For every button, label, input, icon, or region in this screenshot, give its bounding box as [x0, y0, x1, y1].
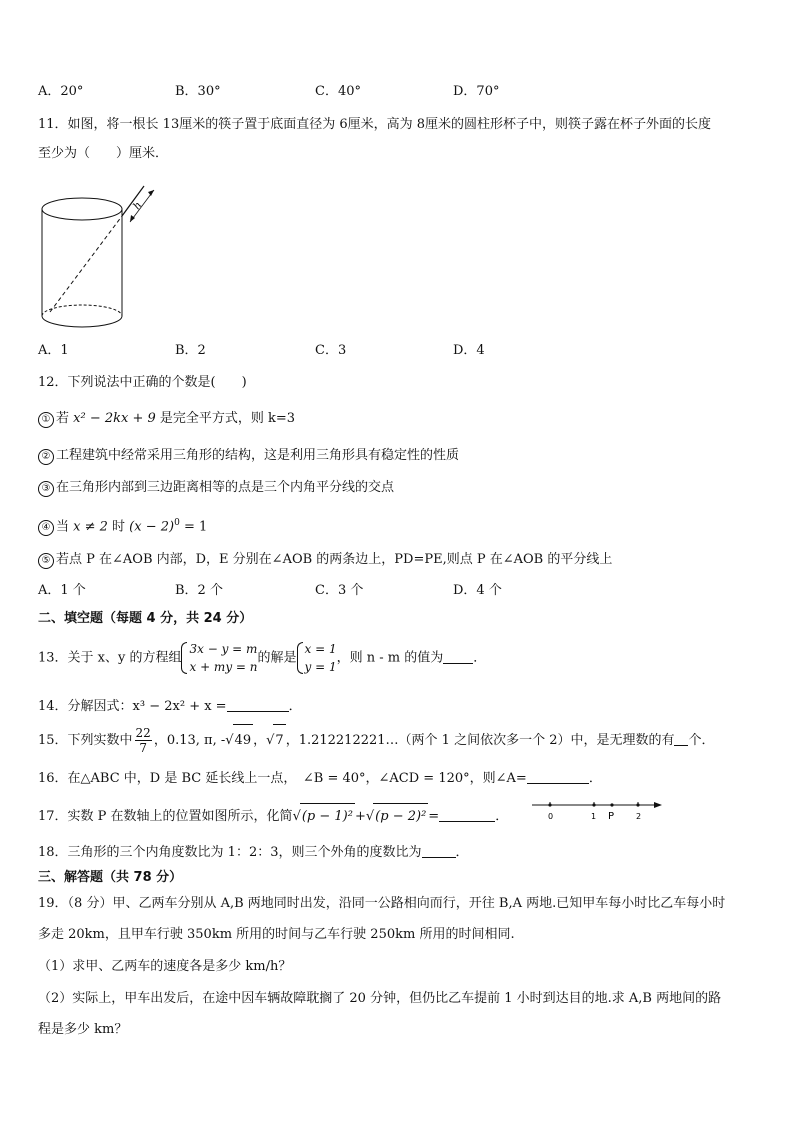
q19-line1: 19．（8 分）甲、乙两车分别从 A,B 两地同时出发，沿同一公路相向而行，开往 B,A 两地.已知甲车每小时比乙车每小时 — [38, 896, 726, 911]
q14: 14．分解因式：x³ − 2x² + x = ． — [38, 699, 302, 714]
q19-part2-line2: 程是多少 km？ — [38, 1022, 128, 1037]
q15-answer-blank — [674, 731, 688, 746]
q11-option-a: A．1 — [38, 343, 69, 358]
q16: 16．在△ABC 中，D 是 BC 延长线上一点， ∠B = 40°，∠ACD = 120°，则∠A= ． — [38, 771, 602, 786]
section-2-heading: 二、填空题（每题 4 分，共 24 分） — [38, 611, 253, 626]
h-label: h — [131, 200, 145, 212]
marker-2: ② — [38, 449, 54, 465]
q12-statement-3: ③ 在三角形内部到三边距离相等的点是三个内角平分线的交点 — [38, 479, 394, 497]
q11-stem-line1: 11．如图，将一根长 13厘米的筷子置于底面直径为 6厘米，高为 8厘米的圆柱形杯子中，则筷子露在杯子外面的长度 — [38, 117, 712, 132]
q11-stem-line2: 至少为（ ）厘米． — [38, 146, 169, 161]
marker-1: ① — [38, 412, 54, 428]
marker-5: ⑤ — [38, 553, 54, 569]
q19-part2-line1: （2）实际上，甲车出发后，在途中因车辆故障耽搁了 20 分钟，但仍比乙车提前 1 小时到达目的地.求 A,B 两地间的路 — [38, 991, 722, 1006]
q12-stem: 12．下列说法中正确的个数是( ) — [38, 375, 247, 390]
q11-option-b: B．2 — [175, 343, 206, 358]
q12-statement-1: ① 若 x² − 2kx + 9 是完全平方式，则 k=3 — [38, 410, 295, 428]
q10-option-c: C．40° — [315, 84, 361, 99]
q18-answer-blank — [422, 843, 456, 858]
tick-1: 1 — [591, 812, 597, 821]
q18: 18．三角形的三个内角度数比为 1：2：3，则三个外角的度数比为 ． — [38, 845, 469, 860]
q10-option-a: A．20° — [38, 84, 84, 99]
q13-system: 3x − y = m x + my = n — [181, 640, 257, 676]
q13-solution: x = 1 y = 1 — [297, 640, 337, 676]
q12-option-c: C．3 个 — [315, 583, 364, 598]
tick-2: 2 — [636, 812, 642, 821]
point-p: P — [608, 811, 615, 822]
q10-option-d: D．70° — [453, 84, 500, 99]
marker-3: ③ — [38, 481, 54, 497]
q15-fraction: $\frac{22}{7}$ — [135, 726, 151, 755]
q11-option-c: C．3 — [315, 343, 347, 358]
q19-line2: 多走 20km，且甲车行驶 350km 所用的时间与乙车行驶 250km 所用的时间相同. — [38, 927, 515, 942]
q14-answer-blank — [227, 697, 289, 712]
q15: 15．下列实数中 $\frac{22}{7}$ ，0.13, π, -√49 ，√7 ，1.212212221…（两个 1 之间依次多一个 2）中，是无理数的有 个． — [38, 726, 715, 755]
q11-option-d: D．4 — [453, 343, 485, 358]
q12-statement-5: ⑤ 若点 P 在∠AOB 内部，D，E 分别在∠AOB 的两条边上，PD=PE,则点 P 在∠AOB 的平分线上 — [38, 551, 612, 569]
q19-part1: （1）求甲、乙两车的速度各是多少 km/h？ — [38, 959, 292, 974]
q13: 13．关于 x、y 的方程组 3x − y = m x + my = n 的解是 x = 1 y = 1 ，则 n - m 的值为 ． — [38, 642, 487, 674]
cylinder-cup-figure — [38, 176, 168, 332]
q13-answer-blank — [443, 649, 473, 664]
section-3-heading: 三、解答题（共 78 分） — [38, 870, 183, 885]
q10-option-b: B．30° — [175, 84, 221, 99]
q12-option-d: D．4 个 — [453, 583, 502, 598]
q12-statement-2: ② 工程建筑中经常采用三角形的结构，这是利用三角形具有稳定性的性质 — [38, 447, 459, 465]
number-line-figure — [528, 797, 668, 823]
q16-answer-blank — [527, 769, 589, 784]
q17-answer-blank — [439, 807, 495, 822]
q17: 17．实数 P 在数轴上的位置如图所示，化简√(p − 1)² +√(p − 2)² = ． — [38, 803, 508, 830]
q12-option-b: B．2 个 — [175, 583, 223, 598]
marker-4: ④ — [38, 520, 54, 536]
tick-0: 0 — [548, 812, 554, 821]
q12-statement-4: ④ 当 x ≠ 2 时 $(x - 2)^0 = 1$ — [38, 514, 207, 536]
q12-option-a: A．1 个 — [38, 583, 86, 598]
